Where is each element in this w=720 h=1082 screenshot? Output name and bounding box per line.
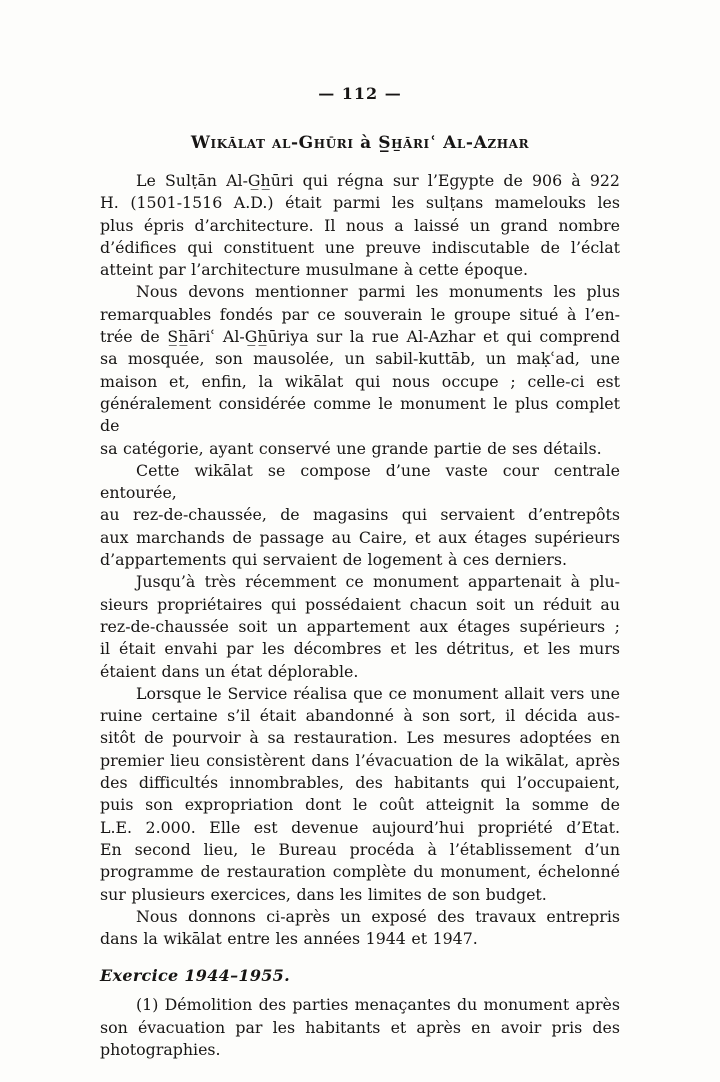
paragraph-line: maison et, enfin, la wikālat qui nous occupe ; celle-ci est (100, 371, 620, 391)
page-title (100, 132, 620, 154)
paragraph-line: trée de S̲h̲āriʿ Al-G̲h̲ūriya sur la rue Al-Azhar et qui comprend (100, 327, 620, 347)
title-connector: à (360, 133, 372, 153)
paragraph-line: Nous donnons ci-après un exposé des travaux entrepris (136, 906, 620, 926)
paragraph-line: Nous devons mentionner parmi les monuments les plus (136, 282, 620, 302)
paragraph-line: En second lieu, le Bureau procéda à l’établissement d’un (100, 839, 620, 859)
paragraph-line: Le Sulṭān Al-G̲h̲ūri qui régna sur l’Egypte de 906 à 922 (136, 171, 620, 190)
paragraph-line: Cette wikālat se compose d’une vaste cour centrale entourée, (100, 460, 620, 503)
paragraph-line: programme de restauration complète du monument, échelonné (100, 862, 620, 882)
paragraph-line: généralement considérée comme le monument le plus complet de (100, 393, 620, 436)
paragraph-line: sieurs propriétaires qui possédaient chacun soit un réduit au (100, 594, 620, 614)
body-paragraph (100, 683, 620, 906)
paragraph-line: d’édifices qui constituent une preuve indiscutable de l’éclat (100, 237, 620, 257)
title-part-1: Wikālat al-Ghūri (190, 133, 354, 153)
paragraph-line: il était envahi par les décombres et les détritus, et les murs (100, 639, 620, 659)
paragraph-line: remarquables fondés par ce souverain le groupe situé à l’en- (100, 304, 620, 324)
paragraph-line: d’appartements qui servaient de logement à ces derniers. (100, 550, 567, 570)
paragraph-line: photographies. (100, 1039, 221, 1059)
body-paragraph (100, 571, 620, 682)
paragraph-line: sa mosquée, son mausolée, un sabil-kuttāb, un maḳʿad, une (100, 349, 620, 369)
body-paragraph (100, 906, 620, 951)
title-part-2: S̲h̲āriʿ Al-Azhar (378, 133, 530, 153)
body-paragraph (100, 281, 620, 459)
paragraph-line: L.E. 2.000. Elle est devenue aujourd’hui propriété d’Etat. (100, 817, 620, 837)
text-block (100, 84, 620, 1061)
paragraph-line: son évacuation par les habitants et après en avoir pris des (100, 1017, 620, 1037)
paragraph-line: H. (1501-1516 A.D.) était parmi les sulṭans mamelouks les (100, 193, 620, 213)
section-heading: Exercice 1944–1955. (100, 966, 290, 986)
paragraph-line: Jusqu’à très récemment ce monument appartenait à plu- (136, 572, 620, 592)
paragraph-line: étaient dans un état déplorable. (100, 661, 359, 681)
body-paragraph (100, 170, 620, 281)
paragraph-line: des difficultés innombrables, des habitants qui l’occupaient, (100, 773, 620, 793)
paragraph-line: (1) Démolition des parties menaçantes du monument après (136, 995, 620, 1015)
paragraph-line: plus épris d’architecture. Il nous a laissé un grand nombre (100, 215, 620, 235)
page-number: — 112 — (318, 84, 402, 103)
numbered-item-paragraph (100, 994, 620, 1061)
paragraph-line: premier lieu consistèrent dans l’évacuation de la wikālat, après (100, 750, 620, 770)
paragraph-line: sitôt de pourvoir à sa restauration. Les mesures adoptées en (100, 728, 620, 748)
paragraph-line: sur plusieurs exercices, dans les limites de son budget. (100, 884, 547, 904)
paragraph-line: rez-de-chaussée soit un appartement aux étages supérieurs ; (100, 616, 620, 636)
paragraph-line: dans la wikālat entre les années 1944 et 1947. (100, 929, 478, 949)
paragraph-line: puis son expropriation dont le coût atteignit la somme de (100, 795, 620, 815)
paragraph-line: sa catégorie, ayant conservé une grande partie de ses détails. (100, 438, 602, 458)
body-text (100, 170, 620, 1061)
paragraph-line: ruine certaine s’il était abandonné à son sort, il décida aus- (100, 706, 620, 726)
body-paragraph (100, 460, 620, 571)
paragraph-line: atteint par l’architecture musulmane à cette époque. (100, 260, 529, 280)
paragraph-line: au rez-de-chaussée, de magasins qui servaient d’entrepôts (100, 505, 620, 525)
paragraph-line: aux marchands de passage au Caire, et aux étages supérieurs (100, 527, 620, 547)
paragraph-line: Lorsque le Service réalisa que ce monument allait vers une (136, 683, 620, 703)
